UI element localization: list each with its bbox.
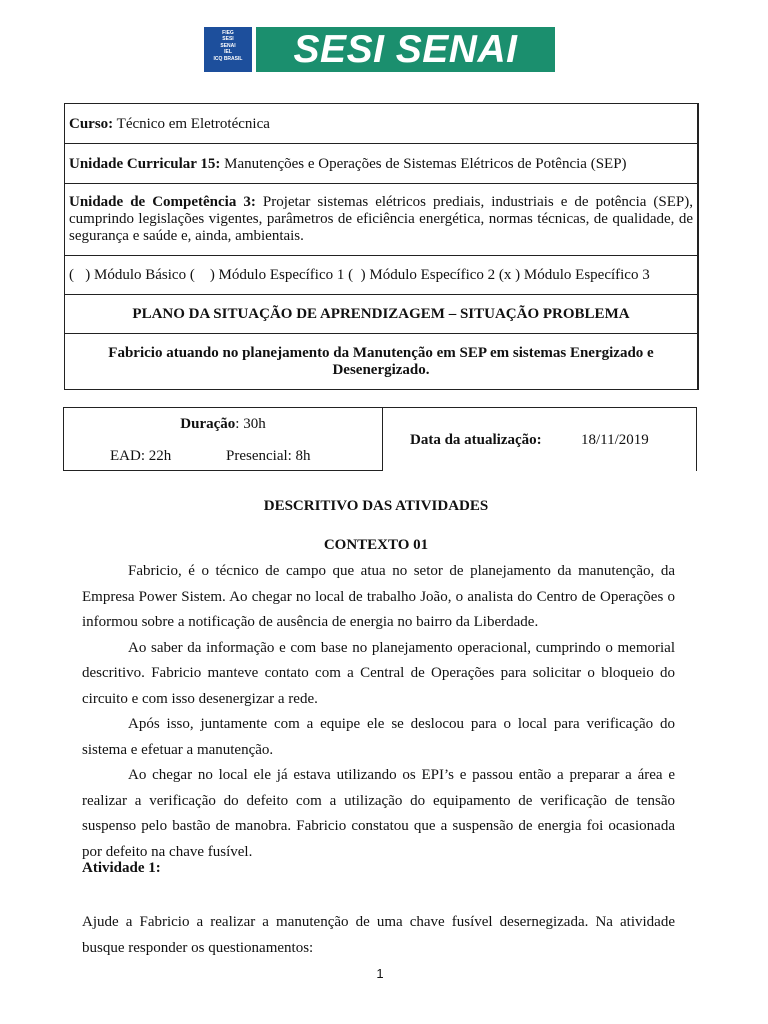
unidade-curricular-value: Manutenções e Operações de Sistemas Elétricos de Potência (SEP) (220, 156, 627, 172)
page-number: 1 (376, 966, 384, 981)
duracao-value: : 30h (235, 416, 266, 432)
logo-line: SESI (222, 36, 234, 43)
unidade-curricular-row (65, 144, 697, 184)
fieg-logo-box (204, 27, 252, 72)
logo-main-text: SESI SENAI (256, 27, 555, 72)
descritivo-heading: DESCRITIVO DAS ATIVIDADES (263, 498, 489, 514)
paragraph: Após isso, juntamente com a equipe ele se deslocou para o local para verificação do sistema e efetuar a manutenção. (82, 716, 675, 758)
duracao-line (64, 416, 382, 433)
contexto-body (82, 559, 675, 865)
atividade-text: Ajude a Fabricio a realizar a manutenção de uma chave fusível desernegizada. Na atividade busque responder os questionamentos: (82, 914, 675, 956)
modulos-row: ( ) Módulo Básico ( ) Módulo Específico 1 ( ) Módulo Específico 2 (x ) Módulo Específico 3 (65, 256, 697, 295)
paragraph: Ao saber da informação e com base no planejamento operacional, cumprindo o memorial descritivo. Fabricio manteve contato com a Central de Operações para solicitar o bloqueio do circuito e com isso desenergizar a rede. (82, 639, 675, 707)
duracao-label: Duração (180, 416, 236, 432)
ead-hours: EAD: 22h (110, 448, 172, 464)
curso-value: Técnico em Eletrotécnica (113, 116, 270, 132)
presencial-hours: Presencial: 8h (226, 448, 311, 464)
atividade-title: Atividade 1: (82, 860, 161, 876)
data-atualizacao-value: 18/11/2019 (581, 432, 649, 448)
unidade-competencia-row (65, 184, 697, 256)
curso-row (65, 104, 697, 144)
logo-line: SENAI (220, 42, 236, 49)
plano-title-row: PLANO DA SITUAÇÃO DE APRENDIZAGEM – SITUAÇÃO PROBLEMA (65, 295, 697, 334)
unidade-competencia-label: Unidade de Competência 3: (69, 194, 256, 210)
data-atualizacao-cell (382, 407, 697, 471)
curso-label: Curso: (69, 116, 114, 132)
paragraph: Ao chegar no local ele já estava utilizando os EPI’s e passou então a preparar a área e realizar a verificação do defeito com a utilização do equipamento de verificação de tensão suspenso pelo bastão de manobra. Fabricio constatou que a suspensão de energia foi ocasionada por defeito na chave fusível. (82, 767, 675, 860)
duracao-cell (63, 407, 383, 471)
sesi-senai-logo (204, 27, 555, 72)
data-atualizacao-label: Data da atualização: (410, 432, 542, 448)
situacao-title-row: Fabricio atuando no planejamento da Manutenção em SEP em sistemas Energizado e Desenergizado. (108, 345, 654, 378)
course-info-table (64, 103, 699, 390)
contexto-heading: CONTEXTO 01 (323, 537, 429, 553)
unidade-curricular-label: Unidade Curricular 15: (69, 156, 221, 172)
logo-line: FIEG (222, 30, 234, 36)
paragraph: Fabricio, é o técnico de campo que atua no setor de planejamento da manutenção, da Empresa Power Sistem. Ao chegar no local de trabalho João, o analista do Centro de Operações o informou sobre a notificação de ausência de energia no bairro da Liberdade. (82, 563, 675, 630)
logo-line: ICQ BRASIL (213, 55, 243, 62)
unidade-competencia-value: Projetar sistemas elétricos prediais, industriais e de potência (SEP), cumprindo legislações vigentes, parâmetros de eficiência energética, normas técnicas, de qualidade, de segurança e saúde e, ainda, ambientais. (69, 194, 694, 244)
logo-line: IEL (224, 49, 232, 56)
